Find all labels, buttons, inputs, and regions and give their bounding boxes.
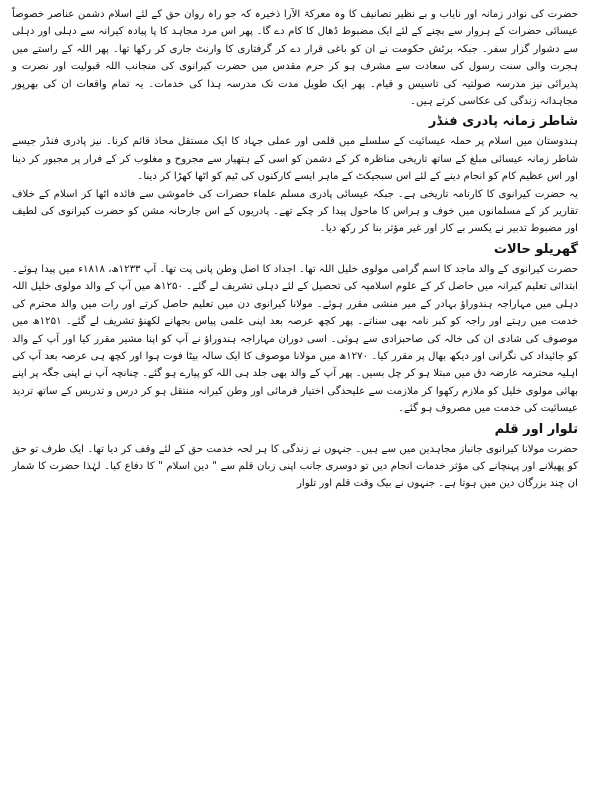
intro-paragraph: حضرت کی نوادر زمانہ اور نایاب و بے نظیر تصانیف کا وہ معرکۃ الآرا ذخیرہ کہ جو راہ روان حق کے لئے اسلام دشمن عناصر خصوصاً عیسائی حضرات کے ہروار سے بچنے کے لئے ایک مضبوط ڈھال کا کام دے گا۔ پھر اس مرد مجاہد کا پا پیادہ کیرانہ سے دہلی اور دہلی سے دشوار گزار سفر۔ جبکہ برٹش حکومت نے ان کو باغی قرار دے کر گرفتاری کا وارنٹ جاری کر رکھا تھا۔ پھر اللہ کے راستے میں ہجرت والی سنت رسول کی سعادت سے مشرف ہو کر حرم مقدس میں حضرت کیرانوی کی منجانب اللہ قبولیت اور نصرت و پذیرائی نیز مدرسہ صولتیہ کی تاسیس و قیام۔ پھر ایک طویل مدت تک مدرسہ ہذا کی خدمات۔ یہ تمام واقعات ان کی بھرپور مجاہدانہ زندگی کی عکاسی کرتے ہیں۔ [12, 9, 578, 108]
section-heading-sword-pen: تلوار اور قلم [494, 421, 578, 437]
section-heading-domestic: گھریلو حالات [493, 241, 578, 257]
paragraph-sword-pen-1: حضرت مولانا کیرانوی جانباز مجاہدین میں سے ہیں۔ جنہوں نے زندگی کا ہر لحہ خدمت حق کے لئے وقف کر دیا تھا۔ ایک طرف تو حق کو پھیلانے اور پہنچانے کی مؤثر خدمات انجام دیں تو دوسری جانب اپنی زبان قلم سے " دین اسلام " کا دفاع کیا۔ لہٰذا حضرت کا شمار ان چند بزرگان دین میں ہوتا ہے۔ جنہوں نے بیک وقت قلم اور تلوار [12, 443, 578, 490]
section-heading-fonder: شاطر زمانہ پادری فنڈر [428, 114, 578, 130]
paragraph-fonder-2: یہ حضرت کیرانوی کا کارنامہ تاریخی ہے۔ جبکہ عیسائی پادری مسلم علماء حضرات کی خاموشی سے فائدہ اٹھا کر اسلام کے خلاف تقاریر کر کے مسلمانوں میں خوف و ہراس کا ماحول پیدا کر چکے تھے۔ پادریوں کے اس جارحانہ مشن کو حضرت کیرانوی کی لطیف اور مضبوط تدبیر نے یکسر بے کار اور غیر مؤثر بنا کر رکھ دیا۔ [12, 188, 578, 235]
paragraph-fonder-1: ہندوستان میں اسلام پر حملہ عیسائیت کے سلسلے میں قلمی اور عملی جہاد کا ایک مستقل محاذ قائم کرنا۔ نیز پادری فنڈر جیسے شاطر زمانہ عیسائی مبلغ کے ساتھ تاریخی مناظرہ کر کے دشمن کو اسی کے ہتھیار سے مجروح و مغلوب کر کے فرار پر مجبور کر دینا اور اس عظیم کام کو انجام دینے کے لئے اس سبجیکٹ کے ماہر ایسے کارکنوں کی ٹیم کو اٹھا کھڑا کر دینا۔ [12, 136, 578, 183]
paragraph-domestic-1: حضرت کیرانوی کے والد ماجد کا اسم گرامی مولوی خلیل اللہ تھا۔ اجداد کا اصل وطن پانی پت تھا۔ آپ ۱۲۳۳ھ، ۱۸۱۸ء میں پیدا ہوئے۔ ابتدائی تعلیم کیرانہ میں حاصل کر کے علوم اسلامیہ کی تحصیل کے لئے دہلی تشریف لے گئے۔ ۱۲۵۰ھ میں آپ کے والد مولوی خلیل اللہ دہلی میں مہاراجہ ہندوراؤ بہادر کے میر منشی مقرر ہوئے۔ مولانا کیرانوی دن میں تعلیم حاصل کرتے اور رات میں والد محترم کی خدمت میں رہتے اور راجہ کو کبر نامہ بھی سناتے۔ پھر کچھ عرصہ بعد اپنی علمی پیاس بجھانے لکھنؤ تشریف لے گئے۔ ۱۲۵۱ھ میں موصوف کی شادی ان کی خالہ کی صاحبزادی سے ہوئی۔ اسی دوران مہاراجہ ہندوراؤ نے آپ کو اپنا مشیر مقرر کیا اور آپ کے والد کو جائیداد کی نگرانی اور دیکھ بھال پر مقرر کیا۔ ۱۲۷۰ھ میں مولانا موصوف کا ایک سالہ بیٹا فوت ہوا اور کچھ ہی عرصہ بعد آپ کی اہلیہ محترمہ عارضہ دق میں مبتلا ہو کر چل بسیں۔ پھر آپ کے والد بھی جلد ہی اللہ کو پیارے ہو گئے۔ چنانچہ آپ نے اپنی جگہ پر اپنے بھائی مولوی خلیل کو ملازم رکھوا کر ملازمت سے علیحدگی اختیار فرمائی اور وطن کیرانہ منتقل ہو کر درس و تدریس کے ساتھ تردید عیسائیت کی خدمت میں مصروف ہو گئے۔ [12, 263, 579, 415]
